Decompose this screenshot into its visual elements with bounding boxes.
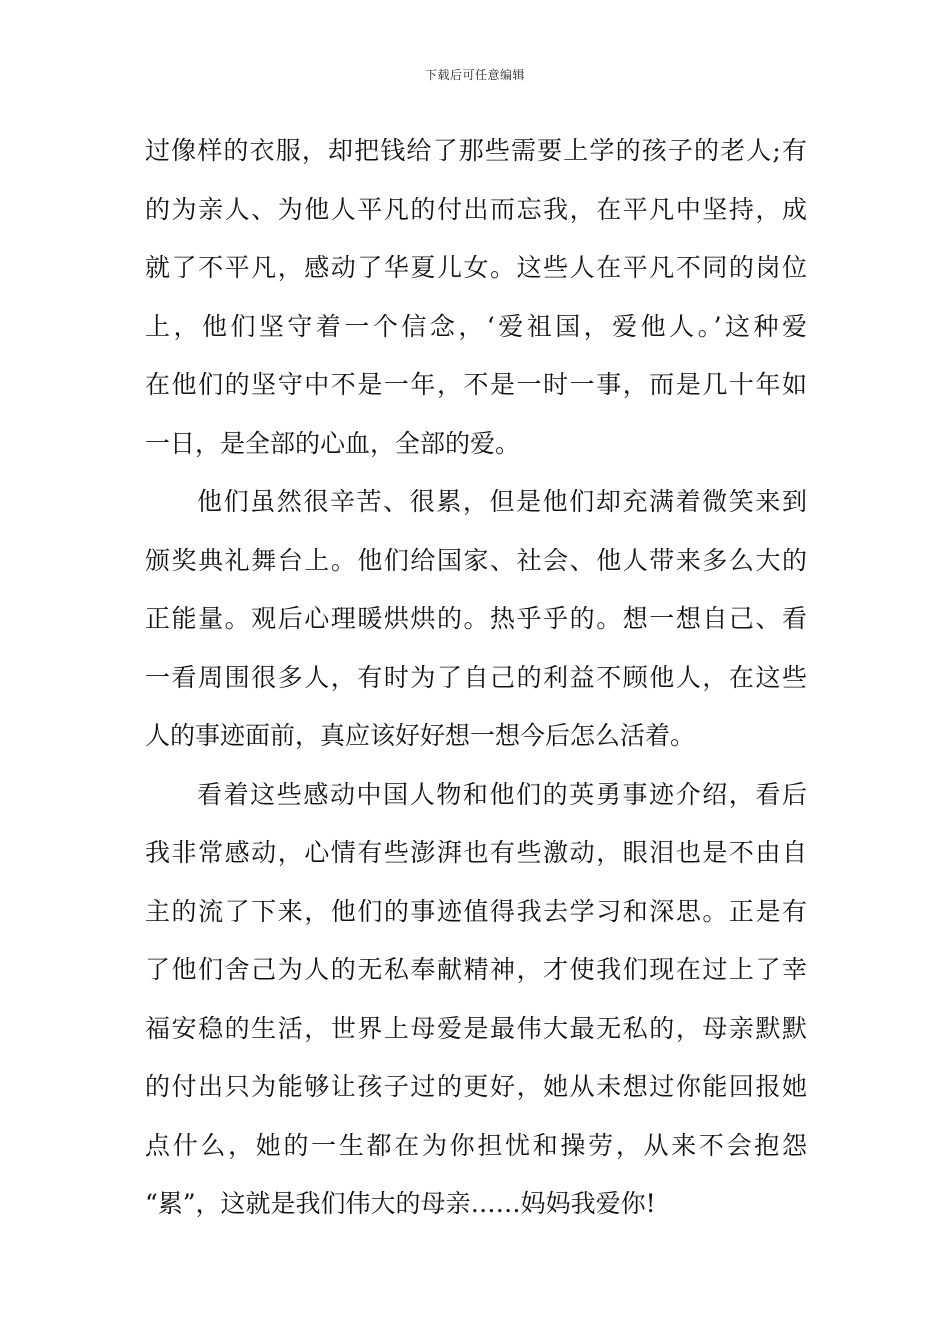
text-line: 点什么，她的一生都在为你担忧和操劳，从来不会抱怨 — [145, 1130, 807, 1160]
text-line: 他们虽然很辛苦、很累，但是他们却充满着微笑来到 — [197, 487, 807, 516]
text-line: 的付出只为能够让孩子过的更好，她从未想过你能回报她 — [145, 1072, 807, 1101]
text-line: 的为亲人、为他人平凡的付出而忘我，在平凡中坚持，成 — [145, 194, 807, 224]
text-line: 一看周围很多人，有时为了自己的利益不顾他人，在这些 — [145, 662, 807, 692]
text-line: 颁奖典礼舞台上。他们给国家、社会、他人带来多么大的 — [145, 545, 807, 575]
text-line: 了他们舍己为人的无私奉献精神，才使我们现在过上了幸 — [145, 955, 807, 984]
text-line: 我非常感动，心情有些澎湃也有些激动，眼泪也是不由自 — [145, 838, 807, 867]
text-line: 正能量。观后心理暖烘烘的。热乎乎的。想一想自己、看 — [145, 604, 807, 633]
text-line: 福安稳的生活，世界上母爱是最伟大最无私的，母亲默默 — [145, 1013, 807, 1043]
text-line: 过像样的衣服，却把钱给了那些需要上学的孩子的老人;有 — [145, 136, 807, 165]
text-line: 一日，是全部的心血，全部的爱。 — [145, 428, 521, 458]
page-header: 下载后可任意编辑 — [424, 68, 525, 82]
text-line: 人的事迹面前，真应该好好想一想今后怎么活着。 — [145, 721, 696, 750]
text-line: 主的流了下来，他们的事迹值得我去学习和深思。正是有 — [145, 896, 807, 926]
text-line: “累”，这就是我们伟大的母亲……妈妈我爱你! — [145, 1189, 656, 1218]
document-body — [145, 128, 807, 1240]
text-line: 就了不平凡，感动了华夏儿女。这些人在平凡不同的岗位 — [145, 253, 807, 282]
text-line: 上，他们坚守着一个信念，‘爱祖国，爱他人。’这种爱 — [145, 311, 807, 341]
text-line: 在他们的坚守中不是一年，不是一时一事，而是几十年如 — [145, 370, 807, 399]
text-line: 看着这些感动中国人物和他们的英勇事迹介绍，看后 — [197, 779, 807, 809]
